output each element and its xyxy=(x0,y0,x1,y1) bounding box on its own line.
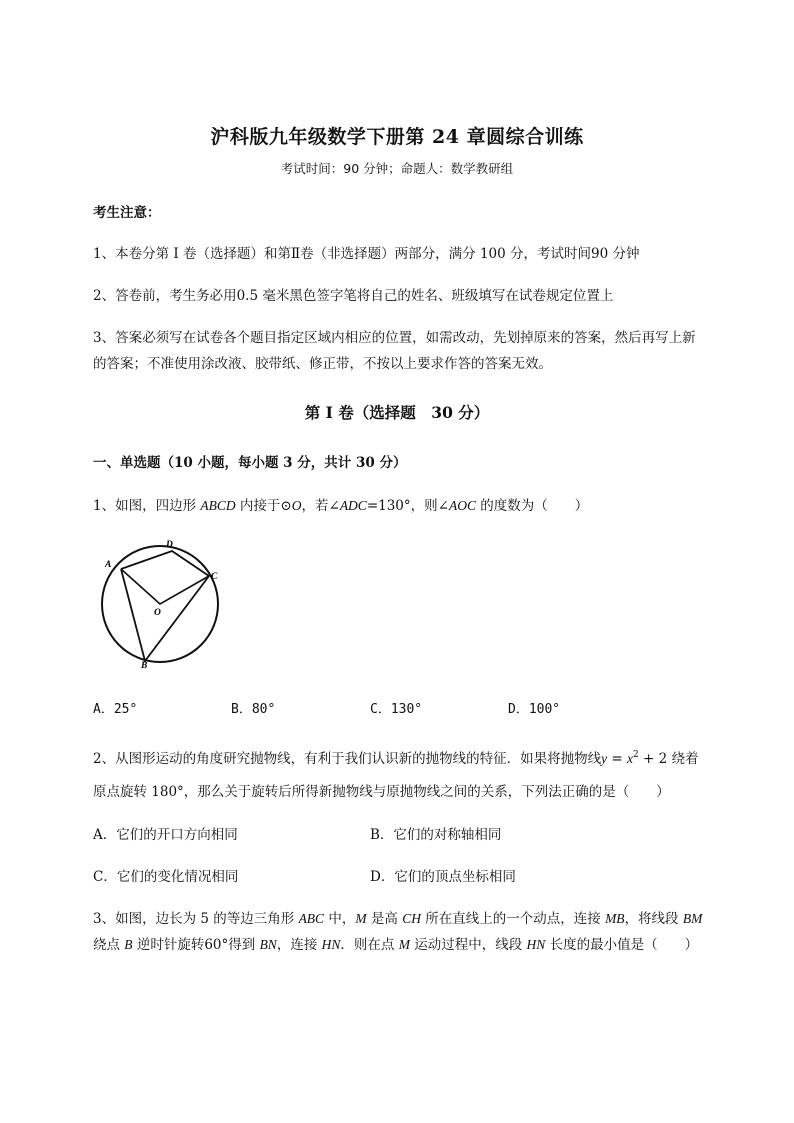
section-title: 第 I 卷（选择题 30 分） xyxy=(304,403,490,422)
label-o: O xyxy=(154,608,161,618)
label-c: C xyxy=(211,572,218,582)
option-b[interactable]: B．它们的对称轴相同 xyxy=(370,827,502,843)
question-2-text-line2: 原点旋转 180°，那么关于旋转后所得新抛物线与原抛物线之间的关系，下列法正确的是（ ） xyxy=(93,784,670,800)
option-a[interactable]: A．它们的开口方向相同 xyxy=(93,827,238,843)
label-d: D xyxy=(166,540,173,550)
exam-info: 考试时间：90 分钟；命题人：数学教研组 xyxy=(280,161,514,176)
notice-item: 3、答案必须写在试卷各个题目指定区域内相应的位置，如需改动，先划掉原来的答案，然后再写上新 xyxy=(93,330,696,346)
option-c[interactable]: C．130° xyxy=(370,702,423,717)
notice-item: 的答案；不准使用涂改液、胶带纸、修正带，不按以上要求作答的答案无效。 xyxy=(93,356,552,372)
question-3-text: 3、如图，边长为 5 的等边三角形 ABC 中，M 是高 CH 所在直线上的一个动点，连接 MB，将线段 BM xyxy=(93,911,703,927)
notice-item: 1、本卷分第 I 卷（选择题）和第Ⅱ卷（非选择题）两部分，满分 100 分，考试时间90 分钟 xyxy=(93,246,640,262)
label-a: A xyxy=(105,560,112,570)
notice-item: 2、答卷前，考生务必用0.5 毫米黑色签字笔将自己的姓名、班级填写在试卷规定位置上 xyxy=(93,288,614,304)
question-3-text-line2: 绕点 B 逆时针旋转60°得到 BN，连接 HN．则在点 M 运动过程中，线段 HN 长度的最小值是（ ） xyxy=(93,937,699,953)
question-1-text: 1、如图，四边形 ABCD 内接于⊙O，若∠ADC=130°，则∠AOC 的度数为（ ） xyxy=(93,498,589,514)
part-heading: 一、单选题（10 小题，每小题 3 分，共计 30 分） xyxy=(93,455,407,471)
question-2-text: 2、从图形运动的角度研究抛物线，有利于我们认识新的抛物线的特征．如果将抛物线$y = x^2 + 2$ 绕着 xyxy=(93,750,699,767)
page-title: 沪科版九年级数学下册第 24 章圆综合训练 xyxy=(210,126,584,148)
option-d[interactable]: D．100° xyxy=(508,702,561,717)
option-d[interactable]: D．它们的顶点坐标相同 xyxy=(370,869,516,885)
option-c[interactable]: C．它们的变化情况相同 xyxy=(93,869,239,885)
option-a[interactable]: A．25° xyxy=(93,702,138,717)
equation: $y = x^2 + 2$ xyxy=(601,750,668,767)
notice-heading: 考生注意： xyxy=(93,205,161,221)
circle-figure xyxy=(98,534,233,669)
label-b: B xyxy=(141,661,148,669)
angle-aoc-lines xyxy=(121,569,209,604)
quadrilateral-abcd xyxy=(121,551,209,661)
option-b[interactable]: B．80° xyxy=(231,702,276,717)
